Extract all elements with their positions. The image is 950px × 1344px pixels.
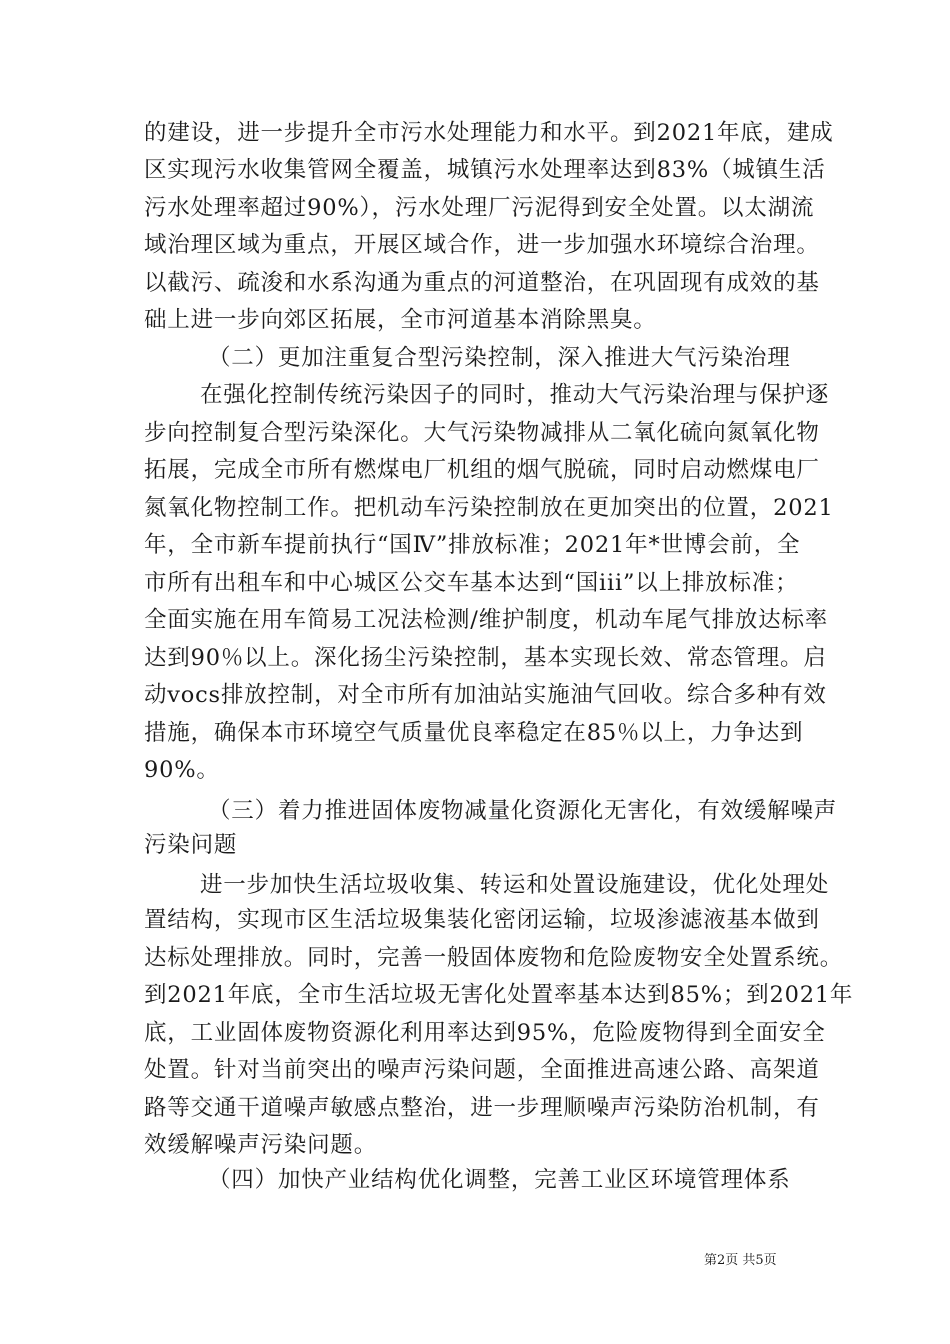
- text-line: 90%。: [144, 757, 220, 783]
- text-line: 效缓解噪声污染问题。: [144, 1132, 378, 1158]
- text-line: 路等交通干道噪声敏感点整治，进一步理顺噪声污染防治机制，有: [144, 1095, 820, 1121]
- text-line: 年，全市新车提前执行“国Ⅳ”排放标准；2021年*世博会前，全: [144, 532, 801, 558]
- section-heading: （三）着力推进固体废物减量化资源化无害化，有效缓解噪声: [208, 798, 838, 824]
- text-line: 达到90％以上。深化扬尘污染控制，基本实现长效、常态管理。启: [144, 645, 827, 671]
- section-heading: （四）加快产业结构优化调整，完善工业区环境管理体系: [208, 1167, 791, 1193]
- text-line: 域治理区域为重点，开展区域合作，进一步加强水环境综合治理。: [144, 232, 820, 258]
- text-line: 区实现污水收集管网全覆盖，城镇污水处理率达到83%（城镇生活: [144, 157, 826, 183]
- page-number: 第2页 共5页: [704, 1253, 777, 1268]
- text-line: 处置。针对当前突出的噪声污染问题，全面推进高速公路、高架道: [144, 1057, 820, 1083]
- text-line: 拓展，完成全市所有燃煤电厂机组的烟气脱硫，同时启动燃煤电厂: [144, 457, 820, 483]
- text-line: 础上进一步向郊区拓展，全市河道基本消除黑臭。: [144, 307, 657, 333]
- text-line: 措施，确保本市环境空气质量优良率稳定在85％以上，力争达到: [144, 720, 804, 746]
- text-line: 以截污、疏浚和水系沟通为重点的河道整治，在巩固现有成效的基: [144, 270, 820, 296]
- section-heading-continued: 污染问题: [144, 832, 238, 858]
- text-line: 污水处理率超过90%），污水处理厂污泥得到安全处置。以太湖流: [144, 195, 815, 221]
- text-line: 动vocs排放控制，对全市所有加油站实施油气回收。综合多种有效: [144, 682, 827, 708]
- text-line: 达标处理排放。同时，完善一般固体废物和危险废物安全处置系统。: [144, 945, 844, 971]
- text-line: 底，工业固体废物资源化利用率达到95%，危险废物得到全面安全: [144, 1020, 826, 1046]
- text-line: 的建设，进一步提升全市污水处理能力和水平。到2021年底，建成: [144, 120, 834, 146]
- text-line: 步向控制复合型污染深化。大气污染物减排从二氧化硫向氮氧化物: [144, 420, 820, 446]
- section-heading: （二）更加注重复合型污染控制，深入推进大气污染治理: [208, 345, 791, 371]
- text-line: 全面实施在用车简易工况法检测/维护制度，机动车尾气排放达标率: [144, 607, 829, 633]
- text-line: 氮氧化物控制工作。把机动车污染控制放在更加突出的位置，2021: [144, 495, 834, 521]
- text-line: 进一步加快生活垃圾收集、转运和处置设施建设，优化处理处: [200, 872, 830, 898]
- text-line: 置结构，实现市区生活垃圾集装化密闭运输，垃圾渗滤液基本做到: [144, 907, 820, 933]
- text-line: 市所有出租车和中心城区公交车基本达到“国iii”以上排放标准；: [144, 570, 799, 596]
- text-line: 在强化控制传统污染因子的同时，推动大气污染治理与保护逐: [200, 382, 830, 408]
- text-line: 到2021年底，全市生活垃圾无害化处置率基本达到85%；到2021年: [144, 982, 854, 1008]
